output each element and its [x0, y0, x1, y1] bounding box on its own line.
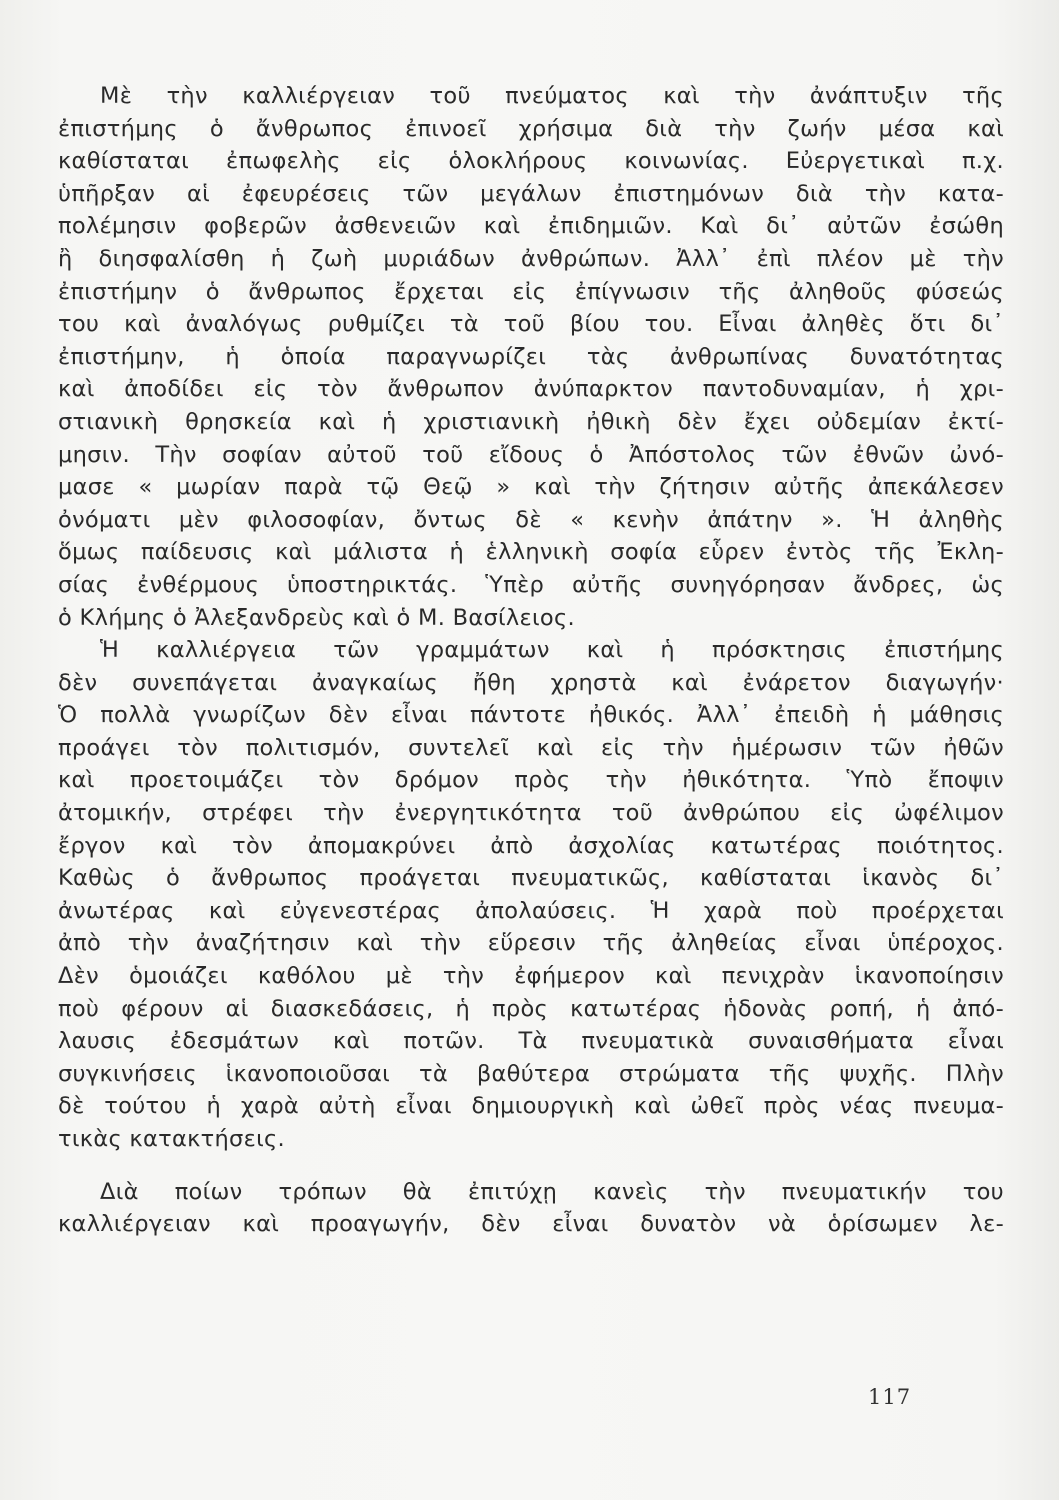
text-line: λαυσις ἐδεσμάτων καὶ ποτῶν. Τὰ πνευματικὰ συναισθήματα εἶναι	[58, 1028, 1004, 1055]
text-line: δὲ τούτου ἡ χαρὰ αὐτὴ εἶναι δημιουργικὴ καὶ ὠθεῖ πρὸς νέας πνευμα-	[58, 1093, 1004, 1120]
text-line: τικὰς κατακτήσεις.	[58, 1126, 285, 1152]
text-line: ποὺ φέρουν αἱ διασκεδάσεις, ἡ πρὸς κατωτέρας ἡδονὰς ροπή, ἡ ἀπό-	[58, 995, 1004, 1022]
text-line: καὶ ἀποδίδει εἰς τὸν ἄνθρωπον ἀνύπαρκτον παντοδυναμίαν, ἡ χρι-	[58, 376, 1004, 403]
text-line: ἐπιστήμην, ἡ ὁποία παραγνωρίζει τὰς ἀνθρωπίνας δυνατότητας	[58, 343, 1004, 370]
text-line: Ὁ πολλὰ γνωρίζων δὲν εἶναι πάντοτε ἠθικός. Ἀλλ᾽ ἐπειδὴ ἡ μάθησις	[58, 702, 1004, 729]
text-line: Δὲν ὁμοιάζει καθόλου μὲ τὴν ἐφήμερον καὶ πενιχρὰν ἱκανοποίησιν	[58, 963, 1004, 990]
text-line: στιανικὴ θρησκεία καὶ ἡ χριστιανικὴ ἠθικὴ δὲν ἔχει οὐδεμίαν ἐκτί-	[58, 408, 1004, 435]
text-line: Μὲ τὴν καλλιέργειαν τοῦ πνεύματος καὶ τὴν ἀνάπτυξιν τῆς	[100, 83, 1004, 109]
text-line: του καὶ ἀναλόγως ρυθμίζει τὰ τοῦ βίου του. Εἶναι ἀληθὲς ὅτι δι᾽	[58, 311, 1004, 338]
text-line: συγκινήσεις ἱκανοποιοῦσαι τὰ βαθύτερα στρώματα τῆς ψυχῆς. Πλὴν	[58, 1060, 1004, 1087]
text-line: ὁ Κλήμης ὁ Ἀλεξανδρεὺς καὶ ὁ Μ. Βασίλειος.	[58, 604, 575, 631]
paragraph-gap	[58, 1156, 1004, 1176]
text-line: ἀπὸ τὴν ἀναζήτησιν καὶ τὴν εὕρεσιν τῆς ἀληθείας εἶναι ὑπέροχος.	[58, 930, 1004, 957]
text-line: καθίσταται ἐπωφελὴς εἰς ὁλοκλήρους κοινωνίας. Εὐεργετικαὶ π.χ.	[58, 148, 1004, 175]
paragraph-1	[58, 80, 1004, 634]
text-line: ὑπῆρξαν αἱ ἐφευρέσεις τῶν μεγάλων ἐπιστημόνων διὰ τὴν κατα-	[58, 180, 1004, 207]
text-line: ὅμως παίδευσις καὶ μάλιστα ἡ ἑλληνικὴ σοφία εὗρεν ἐντὸς τῆς Ἐκλη-	[58, 539, 1004, 566]
text-line: ἀτομικήν, στρέφει τὴν ἐνεργητικότητα τοῦ ἀνθρώπου εἰς ὠφέλιμον	[58, 800, 1004, 827]
text-line: μασε « μωρίαν παρὰ τῷ Θεῷ » καὶ τὴν ζήτησιν αὐτῆς ἀπεκάλεσεν	[58, 474, 1004, 501]
text-line: σίας ἐνθέρμους ὑποστηρικτάς. Ὑπὲρ αὐτῆς συνηγόρησαν ἄνδρες, ὡς	[58, 571, 1004, 598]
text-line: ἀνωτέρας καὶ εὐγενεστέρας ἀπολαύσεις. Ἡ χαρὰ ποὺ προέρχεται	[58, 897, 1004, 924]
text-line: μησιν. Τὴν σοφίαν αὐτοῦ τοῦ εἴδους ὁ Ἀπόστολος τῶν ἐθνῶν ὠνό-	[58, 441, 1004, 468]
text-line: ὀνόματι μὲν φιλοσοφίαν, ὄντως δὲ « κενὴν ἀπάτην ». Ἡ ἀληθὴς	[58, 506, 1004, 533]
paragraph-2	[58, 634, 1004, 1156]
text-line: ἐπιστήμης ὁ ἄνθρωπος ἐπινοεῖ χρήσιμα διὰ τὴν ζωήν μέσα καὶ	[58, 115, 1004, 142]
text-line: προάγει τὸν πολιτισμόν, συντελεῖ καὶ εἰς τὴν ἡμέρωσιν τῶν ἠθῶν	[58, 734, 1004, 761]
text-line: πολέμησιν φοβερῶν ἀσθενειῶν καὶ ἐπιδημιῶν. Καὶ δι᾽ αὐτῶν ἐσώθη	[58, 213, 1004, 240]
text-line: δὲν συνεπάγεται ἀναγκαίως ἤθη χρηστὰ καὶ ἐνάρετον διαγωγήν·	[58, 669, 1004, 696]
text-line: ἐπιστήμην ὁ ἄνθρωπος ἔρχεται εἰς ἐπίγνωσιν τῆς ἀληθοῦς φύσεώς	[58, 278, 1004, 305]
text-line: Ἡ καλλιέργεια τῶν γραμμάτων καὶ ἡ πρόσκτησις ἐπιστήμης	[100, 637, 1004, 664]
page-number: 117	[868, 1385, 912, 1409]
body-text	[58, 80, 1004, 1241]
text-line: ἢ διησφαλίσθη ἡ ζωὴ μυριάδων ἀνθρώπων. Ἀλλ᾽ ἐπὶ πλέον μὲ τὴν	[58, 245, 1004, 272]
text-line: Καθὼς ὁ ἄνθρωπος προάγεται πνευματικῶς, καθίσταται ἱκανὸς δι᾽	[58, 865, 1004, 892]
text-line: καλλιέργειαν καὶ προαγωγήν, δὲν εἶναι δυνατὸν νὰ ὁρίσωμεν λε-	[58, 1211, 1004, 1238]
text-line: καὶ προετοιμάζει τὸν δρόμον πρὸς τὴν ἠθικότητα. Ὑπὸ ἔποψιν	[58, 767, 1004, 794]
text-line: Διὰ ποίων τρόπων θὰ ἐπιτύχῃ κανεὶς τὴν πνευματικήν του	[100, 1178, 1004, 1205]
paragraph-3	[58, 1176, 1004, 1241]
text-line: ἔργον καὶ τὸν ἀπομακρύνει ἀπὸ ἀσχολίας κατωτέρας ποιότητος.	[58, 832, 1004, 859]
